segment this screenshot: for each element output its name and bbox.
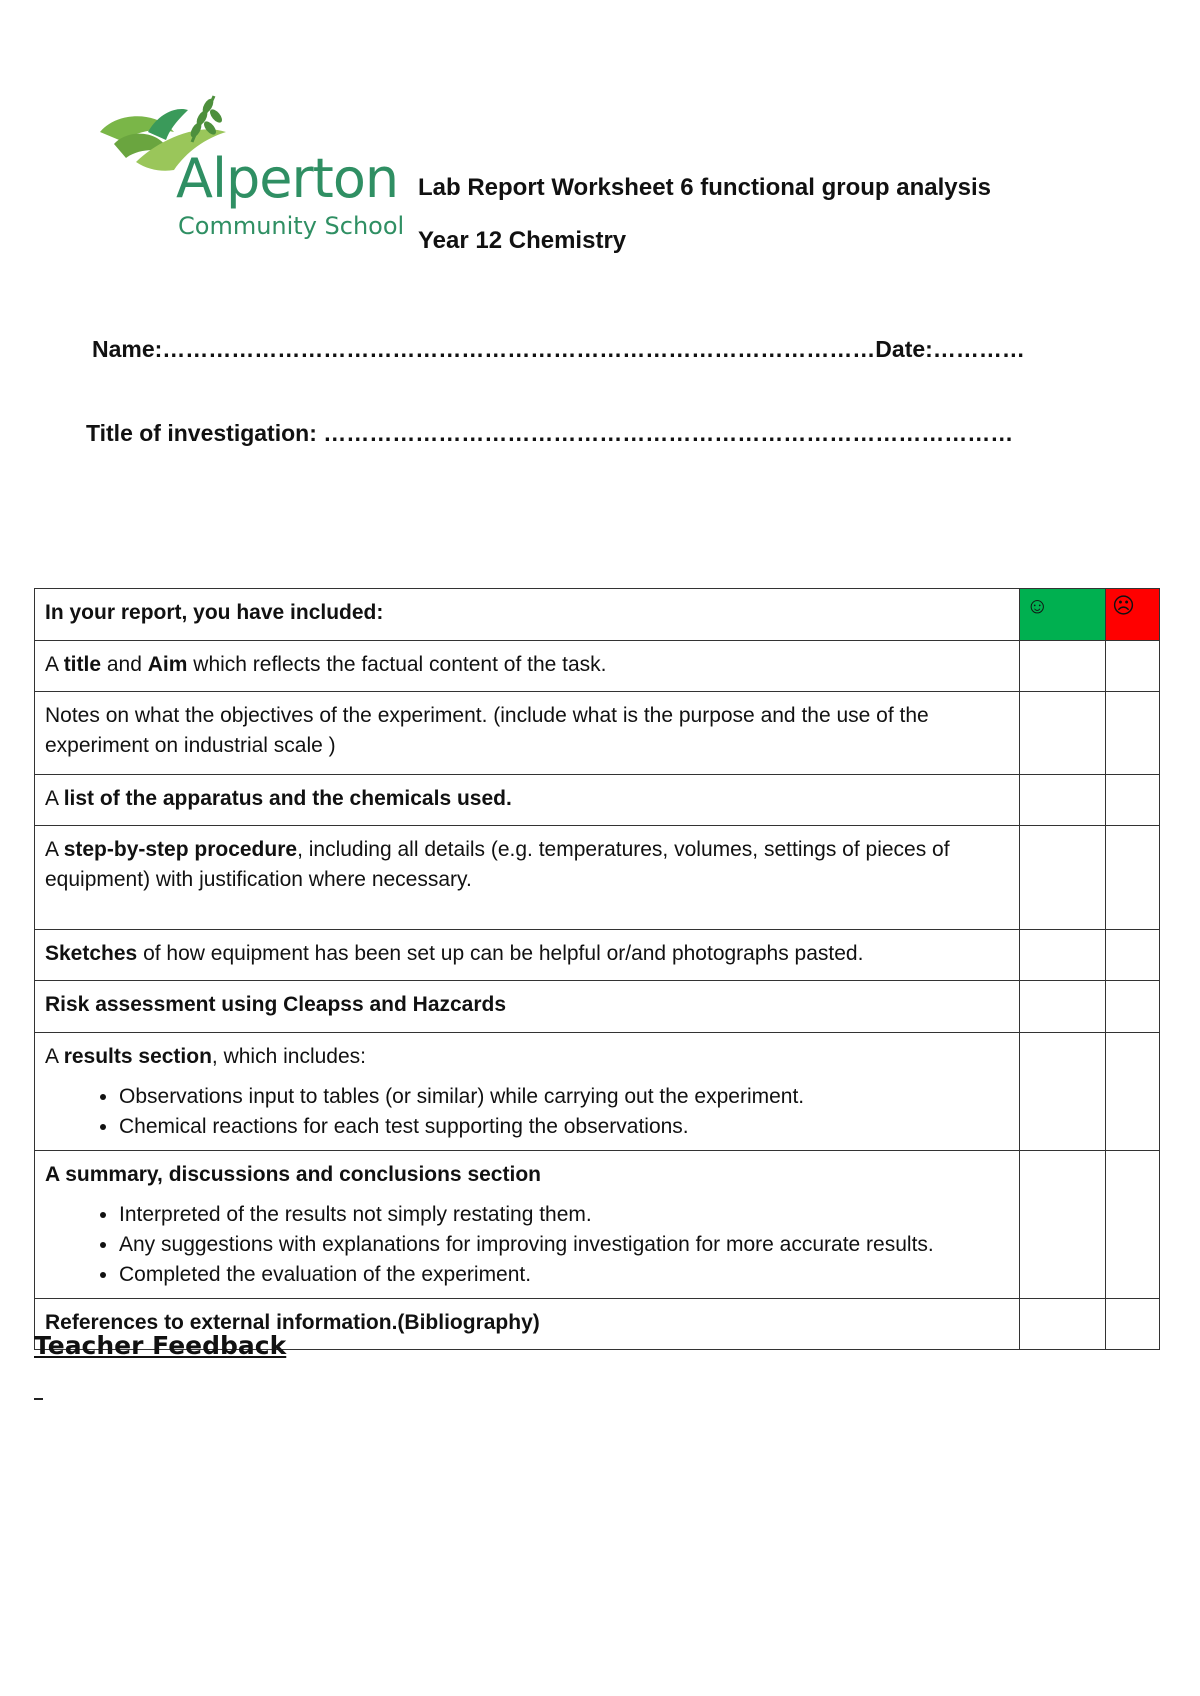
check-cell-yes[interactable]	[1020, 692, 1106, 775]
list-item: • Completed the evaluation of the experiment.	[119, 1260, 1011, 1290]
check-cell-no[interactable]	[1106, 1299, 1160, 1350]
check-cell-no[interactable]	[1106, 930, 1160, 981]
check-cell-yes[interactable]	[1020, 1033, 1106, 1151]
row-title-aim	[35, 641, 1020, 692]
check-cell-yes[interactable]	[1020, 1299, 1106, 1350]
school-logo	[96, 92, 406, 252]
worksheet-subtitle: Year 12 Chemistry	[418, 227, 627, 254]
check-cell-no[interactable]	[1106, 641, 1160, 692]
row-summary	[35, 1151, 1020, 1299]
teacher-feedback-heading: Teacher Feedback	[34, 1331, 287, 1360]
row-text: A	[45, 787, 64, 810]
row-bold-text: results section	[63, 1045, 212, 1068]
row-bold-text: list of the apparatus and the chemicals used.	[63, 787, 512, 810]
results-bullet-list	[45, 1082, 1011, 1142]
row-bold-text: References to external information.(Bibliography)	[45, 1311, 540, 1334]
smiley-icon: ☺	[1026, 593, 1049, 618]
smiley-column-header	[1020, 589, 1106, 641]
logo-subtext: Community School	[178, 212, 405, 240]
check-cell-yes[interactable]	[1020, 826, 1106, 930]
checklist-header	[35, 589, 1020, 641]
list-item: • Observations input to tables (or similar) while carrying out the experiment.	[119, 1082, 1011, 1112]
check-cell-yes[interactable]	[1020, 930, 1106, 981]
row-results	[35, 1033, 1020, 1151]
report-checklist-table	[34, 588, 1160, 1350]
row-text: which reflects the factual content of the task.	[187, 653, 607, 676]
check-cell-yes[interactable]	[1020, 641, 1106, 692]
table-row	[35, 930, 1160, 981]
frown-icon: ☹	[1112, 593, 1135, 618]
row-bold-text: A summary, discussions and conclusions section	[45, 1163, 541, 1186]
row-bold-text: Risk assessment using Cleapss and Hazcards	[45, 993, 507, 1016]
summary-bullet-list	[45, 1200, 1011, 1290]
row-text: A	[45, 838, 64, 861]
list-item: • Interpreted of the results not simply restating them.	[119, 1200, 1011, 1230]
check-cell-no[interactable]	[1106, 775, 1160, 826]
row-text: , including all details (e.g. temperatures, volumes, settings of pieces of equipment) with justification where necessary.	[45, 838, 950, 891]
row-sketches	[35, 930, 1020, 981]
table-row	[35, 981, 1160, 1033]
check-cell-yes[interactable]	[1020, 775, 1106, 826]
row-bold-text: Sketches	[45, 942, 138, 965]
name-date-field[interactable]: Name:…………………………………………………………………………………Date:…………	[92, 336, 1025, 362]
row-text: and	[101, 653, 148, 676]
table-row	[35, 641, 1160, 692]
check-cell-no[interactable]	[1106, 1033, 1160, 1151]
row-bold-text: title	[63, 653, 102, 676]
worksheet-title: Lab Report Worksheet 6 functional group analysis	[418, 174, 991, 201]
logo-name: Alperton	[176, 147, 399, 210]
row-bold-text: step-by-step procedure	[63, 838, 298, 861]
check-cell-yes[interactable]	[1020, 1151, 1106, 1299]
checklist-header-text: In your report, you have included:	[45, 601, 384, 624]
row-text: of how equipment has been set up can be helpful or/and photographs pasted.	[137, 942, 864, 965]
table-row	[35, 775, 1160, 826]
row-procedure	[35, 826, 1020, 930]
table-row	[35, 692, 1160, 775]
check-cell-no[interactable]	[1106, 981, 1160, 1033]
row-apparatus	[35, 775, 1020, 826]
row-text: Notes on what the objectives of the experiment. (include what is the purpose and the use of the experiment on industrial scale )	[45, 704, 929, 757]
row-objectives	[35, 692, 1020, 775]
row-risk-assessment	[35, 981, 1020, 1033]
table-header-row	[35, 589, 1160, 641]
frown-column-header	[1106, 589, 1160, 641]
check-cell-no[interactable]	[1106, 692, 1160, 775]
row-bold-text: Aim	[147, 653, 188, 676]
row-text: A	[45, 1045, 64, 1068]
text-cursor	[34, 1398, 43, 1400]
check-cell-yes[interactable]	[1020, 981, 1106, 1033]
table-row	[35, 1033, 1160, 1151]
table-row	[35, 1151, 1160, 1299]
row-text: A	[45, 653, 64, 676]
row-text: , which includes:	[211, 1045, 366, 1068]
list-item: • Any suggestions with explanations for improving investigation for more accurate results.	[119, 1230, 1011, 1260]
table-row	[35, 826, 1160, 930]
check-cell-no[interactable]	[1106, 826, 1160, 930]
list-item: • Chemical reactions for each test supporting the observations.	[119, 1112, 1011, 1142]
check-cell-no[interactable]	[1106, 1151, 1160, 1299]
investigation-title-field[interactable]: Title of investigation: ………………………………………………………………………………	[86, 420, 1014, 446]
